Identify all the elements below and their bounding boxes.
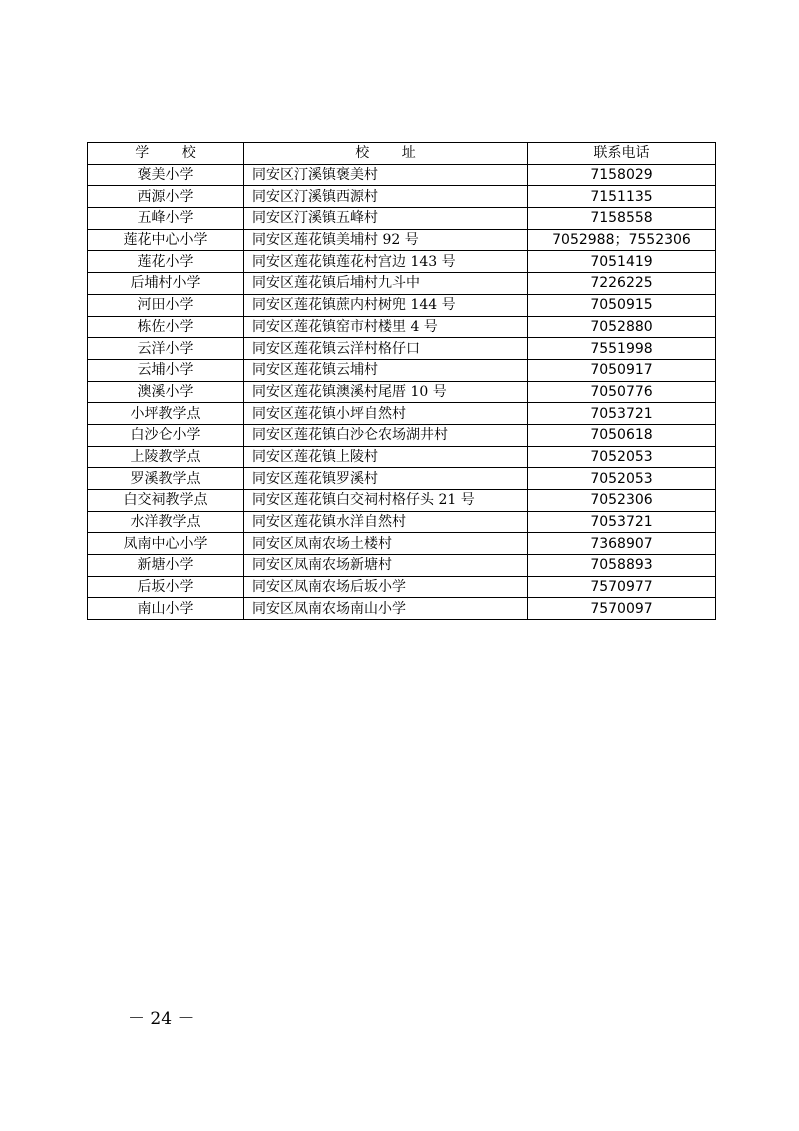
address-cell: 同安区莲花镇蔗内村树兜 144 号 [244,294,528,316]
school-name-cell: 南山小学 [88,598,244,620]
table-row [88,294,716,316]
address-cell: 同安区莲花镇白沙仑农场湖井村 [244,424,528,446]
table-row [88,229,716,251]
phone-cell: 7052988；7552306 [528,229,716,251]
phone-cell: 7053721 [528,511,716,533]
table-row [88,424,716,446]
school-name-cell: 小坪教学点 [88,403,244,425]
table-row [88,598,716,620]
address-cell: 同安区莲花镇澳溪村尾厝 10 号 [244,381,528,403]
table-row [88,381,716,403]
phone-cell: 7226225 [528,273,716,295]
table-row [88,359,716,381]
phone-cell: 7052053 [528,446,716,468]
phone-cell: 7053721 [528,403,716,425]
table-row [88,446,716,468]
address-cell: 同安区莲花镇云埔村 [244,359,528,381]
address-cell: 同安区莲花镇后埔村九斗中 [244,273,528,295]
header-phone: 联系电话 [528,143,716,165]
address-cell: 同安区莲花镇小坪自然村 [244,403,528,425]
table-row [88,468,716,490]
address-cell: 同安区凤南农场后坂小学 [244,576,528,598]
address-cell: 同安区莲花镇云洋村格仔口 [244,338,528,360]
address-cell: 同安区莲花镇窑市村楼里 4 号 [244,316,528,338]
phone-cell: 7570977 [528,576,716,598]
table-row [88,490,716,512]
address-cell: 同安区汀溪镇五峰村 [244,208,528,230]
school-name-cell: 白沙仑小学 [88,424,244,446]
school-name-cell: 莲花小学 [88,251,244,273]
school-name-cell: 后埔村小学 [88,273,244,295]
school-contact-table [87,142,716,620]
school-name-cell: 褒美小学 [88,164,244,186]
school-name-cell: 后坂小学 [88,576,244,598]
school-name-cell: 云洋小学 [88,338,244,360]
phone-cell: 7051419 [528,251,716,273]
school-name-cell: 新塘小学 [88,555,244,577]
phone-cell: 7052053 [528,468,716,490]
address-cell: 同安区凤南农场土楼村 [244,533,528,555]
address-cell: 同安区莲花镇水洋自然村 [244,511,528,533]
phone-cell: 7570097 [528,598,716,620]
table-row [88,164,716,186]
school-name-cell: 罗溪教学点 [88,468,244,490]
table-row [88,338,716,360]
phone-cell: 7052880 [528,316,716,338]
address-cell: 同安区凤南农场南山小学 [244,598,528,620]
school-name-cell: 上陵教学点 [88,446,244,468]
school-name-cell: 云埔小学 [88,359,244,381]
phone-cell: 7050915 [528,294,716,316]
address-cell: 同安区莲花镇白交祠村格仔头 21 号 [244,490,528,512]
table-header-row [88,143,716,165]
phone-cell: 7050917 [528,359,716,381]
table-row [88,273,716,295]
school-name-cell: 西源小学 [88,186,244,208]
school-name-cell: 水洋教学点 [88,511,244,533]
table-row [88,186,716,208]
address-cell: 同安区汀溪镇褒美村 [244,164,528,186]
phone-cell: 7158558 [528,208,716,230]
phone-cell: 7368907 [528,533,716,555]
school-name-cell: 五峰小学 [88,208,244,230]
header-school: 学 校 [88,143,244,165]
address-cell: 同安区莲花镇上陵村 [244,446,528,468]
table-row [88,511,716,533]
phone-cell: 7052306 [528,490,716,512]
school-name-cell: 莲花中心小学 [88,229,244,251]
address-cell: 同安区莲花镇罗溪村 [244,468,528,490]
phone-cell: 7551998 [528,338,716,360]
header-address: 校 址 [244,143,528,165]
address-cell: 同安区凤南农场新塘村 [244,555,528,577]
address-cell: 同安区汀溪镇西源村 [244,186,528,208]
phone-cell: 7151135 [528,186,716,208]
table-row [88,576,716,598]
school-name-cell: 河田小学 [88,294,244,316]
phone-cell: 7050776 [528,381,716,403]
phone-cell: 7058893 [528,555,716,577]
page-number: － 24 － [128,1009,195,1029]
school-name-cell: 白交祠教学点 [88,490,244,512]
table-row [88,251,716,273]
address-cell: 同安区莲花镇莲花村宫边 143 号 [244,251,528,273]
table-row [88,208,716,230]
phone-cell: 7158029 [528,164,716,186]
school-name-cell: 栋佐小学 [88,316,244,338]
address-cell: 同安区莲花镇美埔村 92 号 [244,229,528,251]
school-name-cell: 凤南中心小学 [88,533,244,555]
table-row [88,555,716,577]
phone-cell: 7050618 [528,424,716,446]
table-row [88,403,716,425]
table-row [88,533,716,555]
school-name-cell: 澳溪小学 [88,381,244,403]
table-row [88,316,716,338]
